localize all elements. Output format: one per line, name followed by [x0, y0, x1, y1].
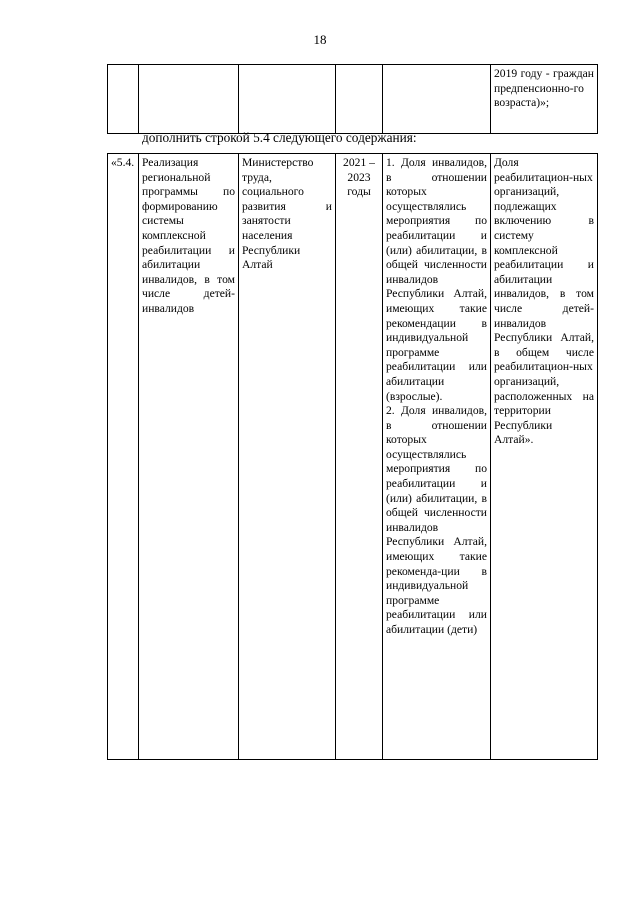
- cell-measure-name: Реализация региональной программы по формированию системы комплексной реабилитации и абилитации инвалидов, в том числе детей-инвалидов: [139, 154, 239, 760]
- cell-period: 2021 – 2023 годы: [336, 154, 383, 760]
- table-row-5-4: [107, 153, 598, 760]
- cell-target-continuation: 2019 году - граждан предпенсионно-го возраста)»;: [491, 65, 598, 134]
- cell-empty: [336, 65, 383, 134]
- cell-empty: [383, 65, 491, 134]
- cell-empty: [139, 65, 239, 134]
- page-number: 18: [313, 32, 327, 47]
- indicator-1: 1. Доля инвалидов, в отношении которых осуществлялись мероприятия по реабилитации и (или) абилитации, в общей численности инвалидов Республики Алтай, имеющих такие рекомендации в индивидуальной программе реабилитации или абилитации (взрослые).: [386, 156, 487, 403]
- indicator-2: 2. Доля инвалидов, в отношении которых осуществлялись мероприятия по реабилитации и (или) абилитации, в общей численности инвалидов Республики Алтай, имеющих такие рекоменда-ции в индивидуальной программе реабилитации или абилитации (дети): [386, 404, 487, 636]
- cell-result: Доля реабилитацион-ных организаций, подлежащих включению в систему комплексной реабилитации и абилитации инвалидов, в том числе детей-инвалидов Республики Алтай, в общем числе реабилитацион-ных организаций, расположенных на территории Республики Алтай».: [491, 154, 598, 760]
- cell-empty: [239, 65, 336, 134]
- cell-number: «5.4.: [108, 154, 139, 760]
- cell-indicators: [383, 154, 491, 760]
- table-row: [108, 65, 598, 134]
- intro-text: дополнить строкой 5.4 следующего содержания:: [142, 130, 417, 145]
- cell-responsible: Министерство труда, социального развития и занятости населения Республики Алтай: [239, 154, 336, 760]
- table-continuation: [107, 64, 598, 134]
- cell-empty: [108, 65, 139, 134]
- table-row: [108, 154, 598, 760]
